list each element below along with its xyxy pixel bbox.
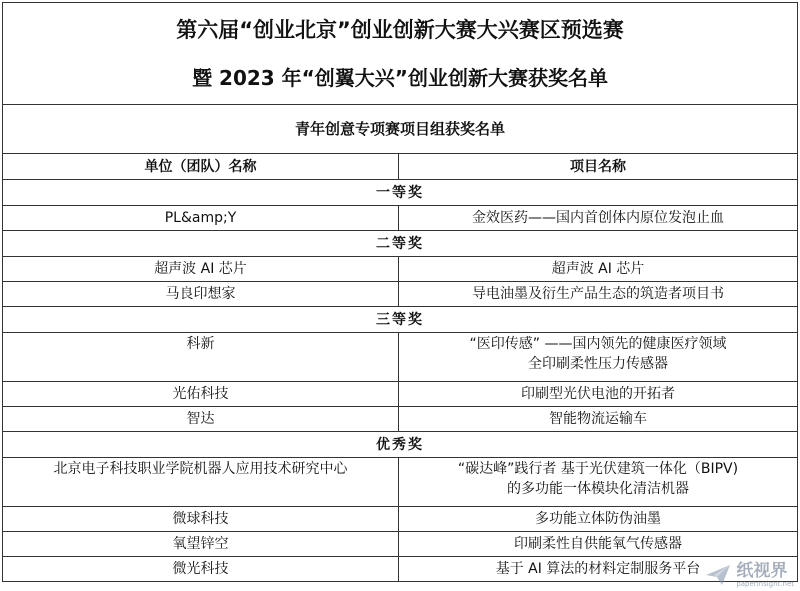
title-line-2: 暨 2023 年“创翼大兴”创业创新大赛获奖名单 bbox=[192, 65, 608, 90]
table-row bbox=[3, 206, 798, 231]
unit-cell: 北京电子科技职业学院机器人应用技术研究中心 bbox=[3, 458, 399, 507]
unit-cell: 超声波 AI 芯片 bbox=[3, 257, 399, 282]
watermark-text: 纸视界 bbox=[736, 561, 788, 581]
category-second-prize: 二等奖 bbox=[3, 231, 798, 257]
table-row bbox=[3, 458, 798, 507]
category-third-prize: 三等奖 bbox=[3, 307, 798, 333]
project-cell: 多功能立体防伪油墨 bbox=[399, 507, 798, 532]
paper-plane-logo-icon bbox=[704, 563, 732, 587]
project-cell bbox=[399, 458, 798, 507]
project-line-1: “医印传感” ——国内领先的健康医疗领域 bbox=[469, 336, 727, 352]
table-row bbox=[3, 407, 798, 432]
unit-cell: PL&amp;Y bbox=[3, 206, 399, 231]
award-table bbox=[2, 2, 798, 582]
unit-cell: 微光科技 bbox=[3, 557, 399, 582]
table-row bbox=[3, 507, 798, 532]
unit-cell: 马良印想家 bbox=[3, 282, 399, 307]
project-line-1: “碳达峰”践行者 基于光伏建筑一体化（BIPV) bbox=[457, 461, 739, 477]
table-row bbox=[3, 532, 798, 557]
project-line-2: 的多功能一体模块化清洁机器 bbox=[507, 481, 689, 497]
project-cell: 超声波 AI 芯片 bbox=[399, 257, 798, 282]
project-cell: 金效医药——国内首创体内原位发泡止血 bbox=[399, 206, 798, 231]
watermark bbox=[704, 562, 794, 588]
project-cell: 智能物流运输车 bbox=[399, 407, 798, 432]
project-cell: 印刷型光伏电池的开拓者 bbox=[399, 382, 798, 407]
table-row bbox=[3, 557, 798, 582]
unit-cell: 氧望锌空 bbox=[3, 532, 399, 557]
table-row bbox=[3, 282, 798, 307]
header-unit: 单位（团队）名称 bbox=[3, 154, 399, 180]
unit-cell: 智达 bbox=[3, 407, 399, 432]
table-row bbox=[3, 382, 798, 407]
header-project: 项目名称 bbox=[399, 154, 798, 180]
project-line-2: 全印刷柔性压力传感器 bbox=[528, 356, 668, 372]
table-row bbox=[3, 333, 798, 382]
unit-cell: 微球科技 bbox=[3, 507, 399, 532]
project-cell bbox=[399, 333, 798, 382]
watermark-url: paperinsight.net bbox=[736, 580, 794, 588]
category-excellence-award: 优秀奖 bbox=[3, 432, 798, 458]
title-line-1: 第六届“创业北京”创业创新大赛大兴赛区预选赛 bbox=[176, 17, 624, 42]
project-cell: 导电油墨及衍生产品生态的筑造者项目书 bbox=[399, 282, 798, 307]
unit-cell: 科新 bbox=[3, 333, 399, 382]
section-subtitle: 青年创意专项赛项目组获奖名单 bbox=[3, 105, 798, 154]
category-first-prize: 一等奖 bbox=[3, 180, 798, 206]
unit-cell: 光佑科技 bbox=[3, 382, 399, 407]
page-title bbox=[3, 3, 798, 105]
watermark-text-block bbox=[736, 562, 794, 588]
project-cell: 印刷柔性自供能氧气传感器 bbox=[399, 532, 798, 557]
project-cell: 基于 AI 算法的材料定制服务平台 bbox=[399, 557, 798, 582]
table-row bbox=[3, 257, 798, 282]
